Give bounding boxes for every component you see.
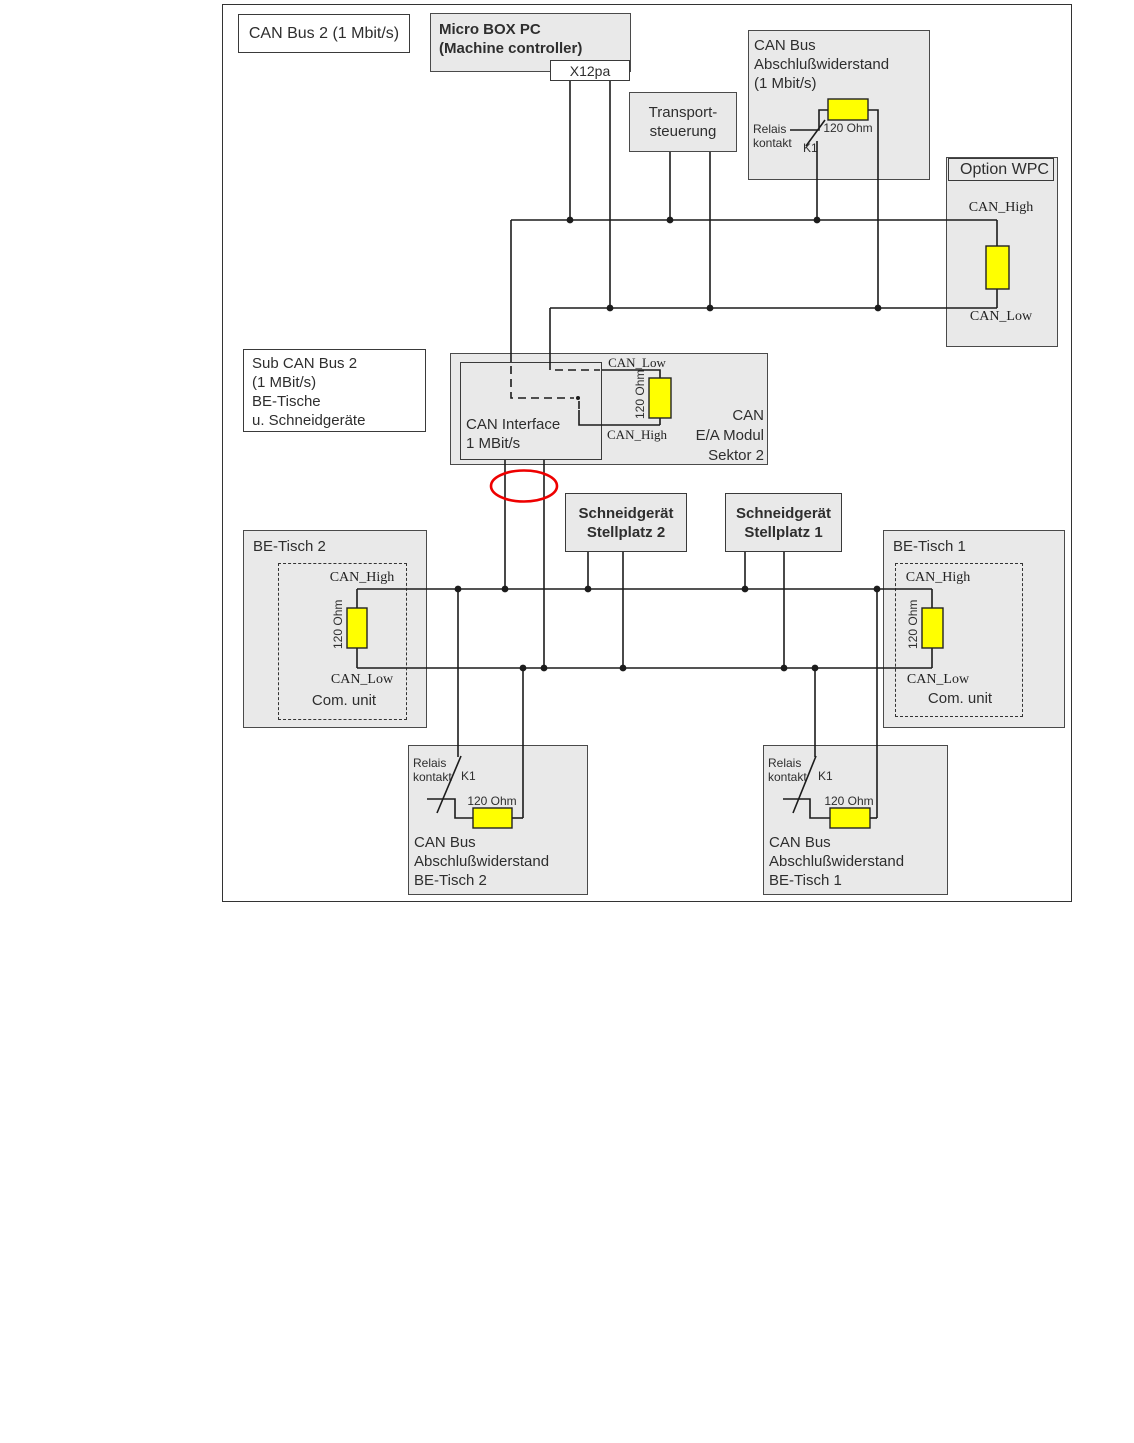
be-tisch2-120ohm-label: 120 Ohm [331, 599, 345, 649]
can-interface-text [466, 415, 560, 453]
transport-box [629, 92, 737, 152]
micro-box-line1: Micro BOX PC [439, 21, 541, 38]
sub-bus-line2: (1 MBit/s) [252, 374, 317, 391]
term-bot1-k1-label: K1 [818, 769, 833, 783]
be-tisch1-com-unit-label: Com. unit [927, 690, 993, 707]
be-tisch1-can-low-label: CAN_Low [906, 672, 970, 687]
term-bot2-line3: BE-Tisch 2 [414, 872, 487, 889]
term-top-line2: Abschlußwiderstand [754, 56, 890, 73]
term-bot1-relais-label: Relais kontakt [768, 756, 807, 784]
sub-bus-label-box [243, 349, 426, 432]
can-bus2-label: CAN Bus 2 (1 Mbit/s) [248, 24, 400, 42]
sub-bus-line1: Sub CAN Bus 2 [252, 355, 358, 372]
option-wpc-title-box [948, 158, 1054, 181]
ea-module-line2: E/A Modul [695, 427, 764, 444]
term-top-k1-label: K1 [803, 141, 818, 155]
transport-line2: steuerung [649, 123, 717, 140]
transport-line1: Transport- [648, 104, 718, 121]
option-wpc-can-high-label: CAN_High [968, 200, 1034, 215]
schneid2-line1: Schneidgerät [578, 504, 674, 522]
term-bot1-line3: BE-Tisch 1 [769, 872, 842, 889]
be-tisch2-com-unit-label: Com. unit [311, 692, 377, 709]
sub-bus-line3: BE-Tische [252, 393, 321, 410]
term-bot2-text [414, 833, 549, 890]
be-tisch1-can-high-label: CAN_High [905, 570, 971, 585]
term-bot2-120ohm-label: 120 Ohm [467, 794, 517, 808]
can-interface-line1: CAN Interface [466, 416, 561, 433]
schneid1-line2: Stellplatz 1 [744, 523, 823, 541]
x12pa-connector [550, 60, 630, 81]
be-tisch2-can-low-label: CAN_Low [330, 672, 394, 687]
term-bot2-relais-label: Relais kontakt [413, 756, 452, 784]
term-top-120ohm-label: 120 Ohm [823, 121, 873, 135]
ea-module-line3: Sektor 2 [708, 447, 764, 464]
term-bot1-text [769, 833, 904, 890]
can-bus2-label-box [238, 14, 410, 53]
term-top-relais-label: Relais kontakt [753, 122, 792, 150]
term-top-line3: (1 Mbit/s) [754, 75, 817, 92]
option-wpc-title: Option WPC [960, 161, 1049, 178]
schneidgeraet-2-box [565, 493, 687, 552]
be-tisch2-title: BE-Tisch 2 [253, 538, 326, 555]
be-tisch1-title: BE-Tisch 1 [893, 538, 966, 555]
be-tisch2-can-high-label: CAN_High [329, 570, 395, 585]
can-interface-line2: 1 MBit/s [466, 435, 521, 452]
term-bot1-line1: CAN Bus [769, 834, 831, 851]
option-wpc-can-low-label: CAN_Low [969, 309, 1033, 324]
module-120ohm-label: 120 Ohm [633, 369, 647, 419]
schneid2-line2: Stellplatz 2 [586, 523, 666, 541]
term-bot1-line2: Abschlußwiderstand [769, 853, 905, 870]
module-can-high-label: CAN_High [607, 427, 667, 442]
term-bot2-k1-label: K1 [461, 769, 476, 783]
micro-box-line2: (Machine controller) [439, 40, 583, 57]
x12pa-label: X12pa [569, 62, 611, 79]
schneid1-line1: Schneidgerät [735, 504, 832, 522]
term-top-text [754, 36, 889, 93]
term-bot1-120ohm-label: 120 Ohm [824, 794, 874, 808]
be-tisch1-120ohm-label: 120 Ohm [906, 599, 920, 649]
ea-module-text [668, 406, 764, 466]
term-top-line1: CAN Bus [754, 37, 816, 54]
term-bot2-line1: CAN Bus [414, 834, 476, 851]
schneidgeraet-1-box [725, 493, 842, 552]
ea-module-line1: CAN [732, 407, 764, 424]
term-bot2-line2: Abschlußwiderstand [414, 853, 550, 870]
module-can-low-label: CAN_Low [608, 355, 666, 370]
sub-bus-line4: u. Schneidgeräte [252, 412, 366, 429]
